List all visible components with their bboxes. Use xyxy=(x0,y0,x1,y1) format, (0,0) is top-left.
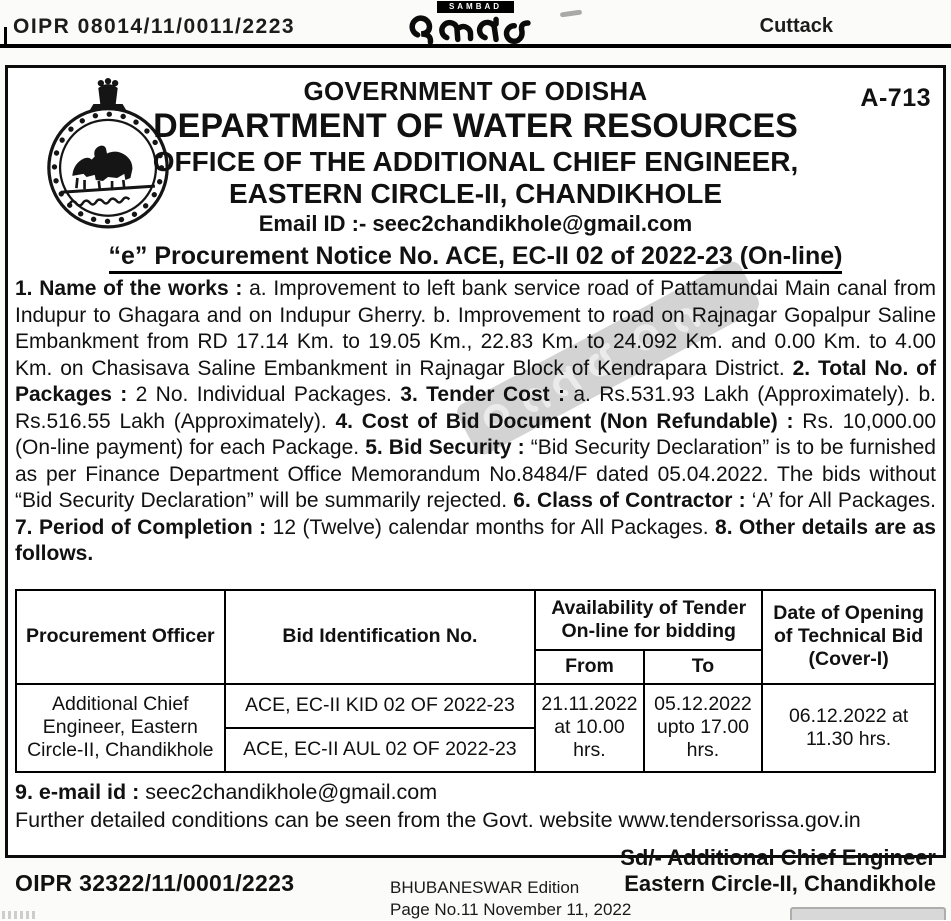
signature-line-2: Eastern Circle-II, Chandikhole xyxy=(624,870,936,896)
col-header-opening-date: Date of Opening of Technical Bid (Cover-I) xyxy=(762,590,935,684)
office-line-1: OFFICE OF THE ADDITIONAL CHIEF ENGINEER, xyxy=(152,146,799,177)
col-header-bid-identification: Bid Identification No. xyxy=(225,590,536,684)
cell-from: 21.11.2022 at 10.00 hrs. xyxy=(535,684,643,772)
signature-block xyxy=(620,845,936,897)
signature-row xyxy=(15,845,936,897)
body-label-2: 2. Total No. of Packages : xyxy=(15,356,936,406)
masthead-smudge xyxy=(559,9,581,17)
signature-line-1: Sd/- Additional Chief Engineer xyxy=(620,844,936,870)
body-label-8: 8. Other details are as follows. xyxy=(15,515,936,565)
clipped-place-line xyxy=(759,15,833,44)
cell-to: 05.12.2022 upto 17.00 hrs. xyxy=(644,684,763,772)
government-line: GOVERNMENT OF ODISHA xyxy=(303,76,648,106)
table-row xyxy=(16,684,935,728)
oipr-number: OIPR 32322/11/0001/2223 xyxy=(15,869,295,896)
email-row xyxy=(15,780,936,805)
body-label-3: 3. Tender Cost : xyxy=(400,383,574,406)
body-text-3: a. Rs.531.93 Lakh (Approximately). b. Rs.516.55 Lakh (Approximately). xyxy=(15,383,937,433)
body-text-4: Rs. 10,000.00 (On-line payment) for each Package. xyxy=(15,409,936,459)
cell-opening: 06.12.2022 at 11.30 hrs. xyxy=(762,684,935,772)
clipped-place-text: Cuttack xyxy=(759,15,833,37)
office-email-line: Email ID :- seec2chandikhole@gmail.com xyxy=(258,211,693,236)
body-text-5: “Bid Security Declaration” is to be furnished as per Finance Department Office Memorandum No.8484/F dated 05.04.2022. The bids without “Bid Security Declaration” will be summarily rejected. xyxy=(15,436,936,512)
body-label-4: 4. Cost of Bid Document (Non Refundable) : xyxy=(335,409,803,433)
email-row-label: 9. e-mail id : xyxy=(15,779,146,804)
notice-body-paragraph xyxy=(15,276,936,568)
cell-bid-id-1: ACE, EC-II KID 02 OF 2022-23 xyxy=(225,684,536,728)
notice-title-text: “e” Procurement Notice No. ACE, EC-II 02 of 2022-23 (On-line) xyxy=(109,242,843,274)
notice-title xyxy=(15,241,936,271)
body-text-1: a. Improvement to left bank service road of Pattamundai Main canal from Indupur to Ghagara and on Indupur Gherry. b. Improvement to road on Rajnagar Gopalpur Saline Embankment from RD 17.14 Km. to 19.05 Km., 22.83 Km. to 24.092 Km. and 0.00 Km. to 4.00 Km. on Chasisava Saline Embankment in Rajnagar Block of Kendrapara District. xyxy=(15,277,936,380)
body-label-7: 7. Period of Completion : xyxy=(15,515,273,539)
table-header-row-1 xyxy=(16,590,935,650)
col-header-from: From xyxy=(535,650,643,684)
col-header-availability: Availability of Tender On-line for bidding xyxy=(535,590,762,650)
bottom-left-remnant xyxy=(2,911,38,919)
sambad-logo-small-text: SAMBAD xyxy=(437,1,514,13)
masthead-rule xyxy=(0,44,951,48)
bottom-right-remnant xyxy=(790,907,946,920)
sambad-logo xyxy=(401,1,551,44)
body-text-7: 12 (Twelve) calendar months for All Packages. xyxy=(272,515,716,539)
cell-bid-id-2: ACE, EC-II AUL 02 OF 2022-23 xyxy=(225,728,536,772)
body-text-2: 2 No. Individual Packages. xyxy=(135,383,401,406)
col-header-procurement-officer: Procurement Officer xyxy=(16,590,225,684)
tender-details-table xyxy=(15,589,936,773)
department-line: DEPARTMENT OF WATER RESOURCES xyxy=(153,107,798,145)
body-text-6: ‘A’ for All Packages. xyxy=(751,489,936,512)
cell-procurement-officer: Additional Chief Engineer, Eastern Circle-II, Chandikhole xyxy=(16,684,225,772)
col-header-to: To xyxy=(644,650,763,684)
clipped-oipr-text: OIPR 08014/11/0011/2223 xyxy=(13,15,296,38)
edition-line: BHUBANESWAR Edition xyxy=(390,878,580,897)
email-row-value: seec2chandikhole@gmail.com xyxy=(145,779,438,804)
clipped-oipr-line xyxy=(4,15,296,44)
body-label-5: 5. Bid Security : xyxy=(365,436,531,459)
further-conditions-line: Further detailed conditions can be seen from the Govt. website www.tendersorissa.gov.in xyxy=(15,807,861,832)
office-line-2: EASTERN CIRCLE-II, CHANDIKHOLE xyxy=(228,178,723,209)
body-label-1: 1. Name of the works : xyxy=(15,277,250,300)
page-number-line: Page No.11 November 11, 2022 xyxy=(390,900,632,919)
sambad-odia-wordmark-icon xyxy=(401,13,551,44)
notice-ref-code: A-713 xyxy=(860,84,931,112)
body-label-6: 6. Class of Contractor : xyxy=(513,489,752,512)
